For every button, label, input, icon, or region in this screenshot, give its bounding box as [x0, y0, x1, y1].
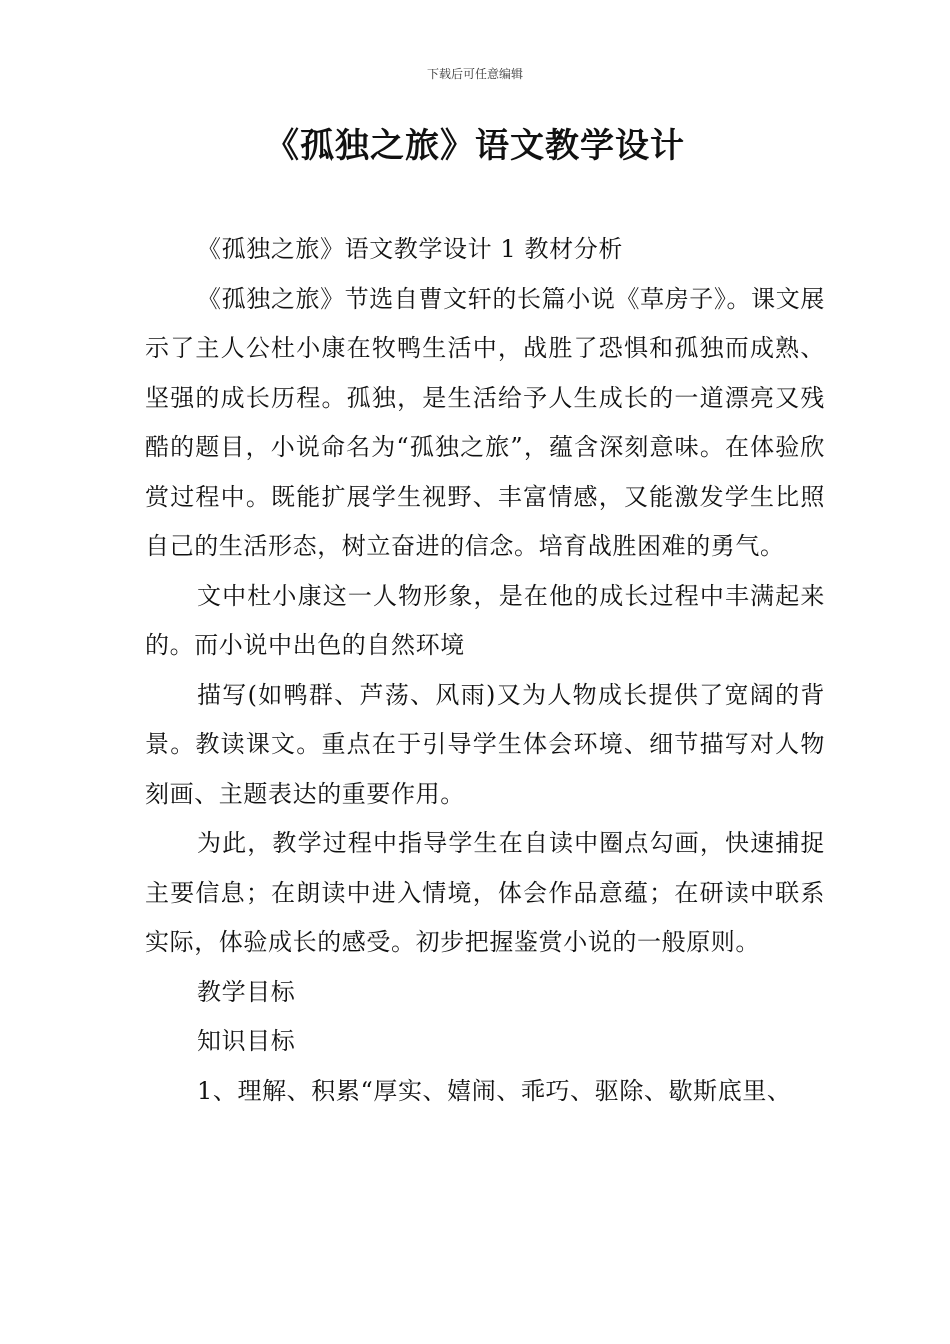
document-title: 《孤独之旅》语文教学设计 [265, 126, 685, 166]
list-item-1: 1、理解、积累“厚实、嬉闹、乖巧、驱除、歇斯底里、 [197, 1076, 792, 1105]
paragraph-environment: 描写(如鸭群、芦荡、风雨)又为人物成长提供了宽阔的背景。教读课文。重点在于引导学生体会环境、细节描写对人物刻画、主题表达的重要作用。 [145, 680, 825, 808]
document-body [145, 225, 825, 1116]
paragraph-intro: 《孤独之旅》节选自曹文轩的长篇小说《草房子》。课文展示了主人公杜小康在牧鸭生活中，战胜了恐惧和孤独而成熟、坚强的成长历程。孤独，是生活给予人生成长的一道漂亮又残酷的题目，小说命名为“孤独之旅”，蕴含深刻意味。在体验欣赏过程中。既能扩展学生视野、丰富情感，又能激发学生比照自己的生活形态，树立奋进的信念。培育战胜困难的勇气。 [145, 284, 825, 560]
section-heading-textbook-analysis: 《孤独之旅》语文教学设计 1 教材分析 [197, 235, 623, 263]
paragraph-character: 文中杜小康这一人物形象，是在他的成长过程中丰满起来的。而小说中出色的自然环境 [145, 581, 825, 659]
header-note: 下载后可任意编辑 [426, 67, 523, 81]
paragraph-method: 为此，教学过程中指导学生在自读中圈点勾画，快速捕捉主要信息；在朗读中进入情境，体会作品意蕴；在研读中联系实际，体验成长的感受。初步把握鉴赏小说的一般原则。 [145, 829, 825, 956]
heading-teaching-goals: 教学目标 [197, 977, 296, 1006]
heading-knowledge-goals: 知识目标 [197, 1027, 296, 1055]
